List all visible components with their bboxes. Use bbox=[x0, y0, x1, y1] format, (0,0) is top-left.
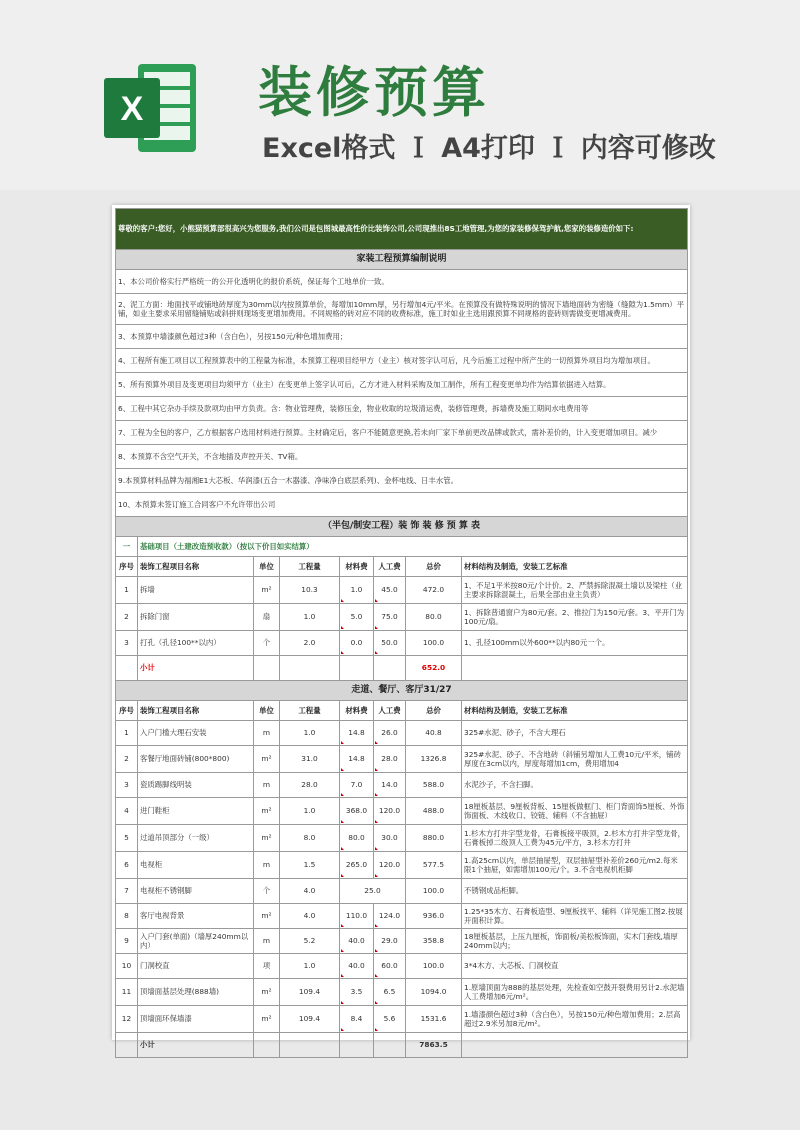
unit: m² bbox=[254, 577, 280, 604]
unit: m bbox=[254, 852, 280, 879]
column-header-total: 总价 bbox=[406, 701, 462, 721]
note-text: 8、本预算不含空气开关，不含地插及声控开关、TV箱。 bbox=[116, 445, 688, 469]
description: 3*4木方、大芯板、门洞校直 bbox=[462, 954, 688, 979]
material-cost: 25.0 bbox=[340, 879, 406, 904]
note-text: 4、工程所有施工项目以工程预算表中的工程量为标准，本预算工程项目经甲方（业主）核对签字认可后，凡今后施工过程中所产生的一切预算外项目均为增加项目。 bbox=[116, 349, 688, 373]
column-header-mat: 材料费 bbox=[340, 701, 374, 721]
quantity: 109.4 bbox=[280, 1006, 340, 1033]
labor-cost: 60.0 bbox=[374, 954, 406, 979]
labor-cost: 14.0 bbox=[374, 773, 406, 798]
labor-cost: 29.0 bbox=[374, 929, 406, 954]
item-name: 过道吊顶部分（一级） bbox=[138, 825, 254, 852]
material-cost: 3.5 bbox=[340, 979, 374, 1006]
material-cost: 0.0 bbox=[340, 631, 374, 656]
row-number: 2 bbox=[116, 604, 138, 631]
note-text: 7、工程为全包的客户，乙方根据客户选用材料进行预算。主材确定后，客户不能随意更换,若未向厂家下单前更改品牌或款式，需补差价的，计入变更增加项目。减少 bbox=[116, 421, 688, 445]
row-number: 7 bbox=[116, 879, 138, 904]
total-price: 588.0 bbox=[406, 773, 462, 798]
material-cost: 14.8 bbox=[340, 746, 374, 773]
note-text: 3、本预算中墙漆颜色超过3种（含白色），另按150元/种色增加费用； bbox=[116, 325, 688, 349]
unit: m² bbox=[254, 746, 280, 773]
total-price: 358.8 bbox=[406, 929, 462, 954]
quantity: 1.0 bbox=[280, 954, 340, 979]
column-header-name: 装饰工程项目名称 bbox=[138, 701, 254, 721]
total-price: 472.0 bbox=[406, 577, 462, 604]
note-text: 10、本预算未签订施工合同客户不允许带出公司 bbox=[116, 493, 688, 517]
quantity: 8.0 bbox=[280, 825, 340, 852]
description: 不锈钢成品柜脚。 bbox=[462, 879, 688, 904]
item-name: 电视柜 bbox=[138, 852, 254, 879]
unit: m bbox=[254, 929, 280, 954]
unit: 项 bbox=[254, 954, 280, 979]
description: 1、不足1平米按80元/个计价。2、严禁拆除混凝土墙以及梁柱（业主要求拆除混凝土，后果全部由业主负责） bbox=[462, 577, 688, 604]
item-name: 顶墙面基层处理(888墙) bbox=[138, 979, 254, 1006]
row-number: 3 bbox=[116, 773, 138, 798]
note-row bbox=[116, 469, 688, 493]
total-price: 100.0 bbox=[406, 879, 462, 904]
greeting-row bbox=[116, 209, 688, 250]
item-name: 拆墙 bbox=[138, 577, 254, 604]
table-row bbox=[116, 954, 688, 979]
quantity: 1.0 bbox=[280, 721, 340, 746]
total-price: 1094.0 bbox=[406, 979, 462, 1006]
total-price: 577.5 bbox=[406, 852, 462, 879]
labor-cost: 5.6 bbox=[374, 1006, 406, 1033]
table-row bbox=[116, 746, 688, 773]
row-number: 9 bbox=[116, 929, 138, 954]
total-price: 1326.8 bbox=[406, 746, 462, 773]
table-title-row bbox=[116, 517, 688, 537]
table-row bbox=[116, 929, 688, 954]
page-subtitle: Excel格式 Ｉ A4打印 Ｉ 内容可修改 bbox=[262, 133, 716, 164]
material-cost: 368.0 bbox=[340, 798, 374, 825]
budget-table bbox=[115, 208, 688, 1058]
item-name: 顶墙面环保墙漆 bbox=[138, 1006, 254, 1033]
item-name: 入户门套(单面)（墙厚240mm以内） bbox=[138, 929, 254, 954]
column-header-no: 序号 bbox=[116, 557, 138, 577]
svg-text:X: X bbox=[120, 90, 144, 128]
material-cost: 40.0 bbox=[340, 954, 374, 979]
total-price: 488.0 bbox=[406, 798, 462, 825]
row-number: 5 bbox=[116, 825, 138, 852]
row-number: 1 bbox=[116, 577, 138, 604]
unit: m² bbox=[254, 979, 280, 1006]
description: 325#水泥、砂子、不含地砖（斜铺另增加人工费10元/平米，铺砖厚度在3cm以内，厚度每增加1cm，费用增加4 bbox=[462, 746, 688, 773]
total-price: 936.0 bbox=[406, 904, 462, 929]
unit: m² bbox=[254, 1006, 280, 1033]
item-name: 门洞校直 bbox=[138, 954, 254, 979]
quantity: 109.4 bbox=[280, 979, 340, 1006]
item-name: 进门鞋柜 bbox=[138, 798, 254, 825]
item-name: 入户门槛大理石安装 bbox=[138, 721, 254, 746]
column-header-lab: 人工费 bbox=[374, 701, 406, 721]
table-row bbox=[116, 773, 688, 798]
column-header-total: 总价 bbox=[406, 557, 462, 577]
quantity: 4.0 bbox=[280, 904, 340, 929]
description: 1、拆除普通窗户为80元/套。2、推拉门为150元/套。3、平开门为100元/扇。 bbox=[462, 604, 688, 631]
row-number: 10 bbox=[116, 954, 138, 979]
excel-logo-icon bbox=[100, 58, 200, 158]
item-name: 电视柜不锈钢脚 bbox=[138, 879, 254, 904]
table-row bbox=[116, 1006, 688, 1033]
column-header-unit: 单位 bbox=[254, 701, 280, 721]
column-header-desc: 材料结构及制造，安装工艺标准 bbox=[462, 557, 688, 577]
unit: 扇 bbox=[254, 604, 280, 631]
section2-subtotal-value: 7863.5 bbox=[406, 1033, 462, 1058]
table-row bbox=[116, 825, 688, 852]
table-row bbox=[116, 879, 688, 904]
note-row bbox=[116, 397, 688, 421]
labor-cost: 6.5 bbox=[374, 979, 406, 1006]
note-text: 1、本公司价格实行严格统一的公开化透明化的报价系统，保证每个工地单价一致。 bbox=[116, 270, 688, 294]
row-number: 12 bbox=[116, 1006, 138, 1033]
unit: m bbox=[254, 773, 280, 798]
total-price: 880.0 bbox=[406, 825, 462, 852]
quantity: 1.5 bbox=[280, 852, 340, 879]
material-cost: 110.0 bbox=[340, 904, 374, 929]
material-cost: 14.8 bbox=[340, 721, 374, 746]
row-number: 2 bbox=[116, 746, 138, 773]
note-row bbox=[116, 445, 688, 469]
table-row bbox=[116, 979, 688, 1006]
section1-header-row bbox=[116, 557, 688, 577]
material-cost: 265.0 bbox=[340, 852, 374, 879]
material-cost: 7.0 bbox=[340, 773, 374, 798]
quantity: 5.2 bbox=[280, 929, 340, 954]
column-header-desc: 材料结构及制造，安装工艺标准 bbox=[462, 701, 688, 721]
greeting-text: 尊敬的客户:您好，小熊猫预算部很高兴为您服务,我们公司是包图城最高性价比装饰公司,公司现推出8S工地管理,为您的家装修保驾护航,您家的装修造价如下: bbox=[116, 209, 688, 250]
total-price: 1531.6 bbox=[406, 1006, 462, 1033]
material-cost: 40.0 bbox=[340, 929, 374, 954]
row-number: 6 bbox=[116, 852, 138, 879]
row-number: 1 bbox=[116, 721, 138, 746]
description: 1.25*35木方、石膏板造型、9厘板找平、辅料（详见施工图2.按展开面积计算。 bbox=[462, 904, 688, 929]
table-row bbox=[116, 577, 688, 604]
unit: m² bbox=[254, 904, 280, 929]
section2-subtotal-label: 小计 bbox=[138, 1033, 254, 1058]
item-name: 瓷质踢脚线明装 bbox=[138, 773, 254, 798]
table-row bbox=[116, 798, 688, 825]
budget-sheet bbox=[112, 205, 690, 1050]
labor-cost: 120.0 bbox=[374, 852, 406, 879]
table-row bbox=[116, 852, 688, 879]
section1-subtotal-row bbox=[116, 656, 688, 681]
section1-subtotal-value: 652.0 bbox=[406, 656, 462, 681]
notes-title-row bbox=[116, 250, 688, 270]
section1-number: 一 bbox=[116, 537, 138, 557]
unit: m² bbox=[254, 825, 280, 852]
column-header-mat: 材料费 bbox=[340, 557, 374, 577]
quantity: 2.0 bbox=[280, 631, 340, 656]
column-header-unit: 单位 bbox=[254, 557, 280, 577]
description: 18厘板基层、9厘板背板、15厘板做框门、柜门背面饰5厘板、外饰饰面板、木线收口、铰链、辅料（不含抽屉） bbox=[462, 798, 688, 825]
note-row bbox=[116, 294, 688, 325]
table-row bbox=[116, 631, 688, 656]
note-row bbox=[116, 349, 688, 373]
table-row bbox=[116, 721, 688, 746]
quantity: 10.3 bbox=[280, 577, 340, 604]
labor-cost: 26.0 bbox=[374, 721, 406, 746]
description: 325#水泥、砂子，不含大理石 bbox=[462, 721, 688, 746]
labor-cost: 75.0 bbox=[374, 604, 406, 631]
item-name: 打孔（孔径100**以内） bbox=[138, 631, 254, 656]
column-header-lab: 人工费 bbox=[374, 557, 406, 577]
labor-cost: 120.0 bbox=[374, 798, 406, 825]
note-text: 2、泥工方面：地面找平或铺地砖厚度为30mm以内按预算单价，每增加10mm厚，另行增加4元/平米。在预算没有做特殊说明的情况下墙地面砖为密缝（缝隙为1.5mm）平铺，如业主要求采用留缝铺贴或斜拼则现场变更增加费用。不同规格的砖对应不同的收费标准，施工时如业主选用跟预算不同规格的瓷砖则需做变更增减费用。 bbox=[116, 294, 688, 325]
material-cost: 80.0 bbox=[340, 825, 374, 852]
note-row bbox=[116, 421, 688, 445]
column-header-no: 序号 bbox=[116, 701, 138, 721]
material-cost: 1.0 bbox=[340, 577, 374, 604]
labor-cost: 28.0 bbox=[374, 746, 406, 773]
description: 水泥沙子，不含扫脚。 bbox=[462, 773, 688, 798]
total-price: 100.0 bbox=[406, 954, 462, 979]
quantity: 1.0 bbox=[280, 798, 340, 825]
section2-subtotal-row bbox=[116, 1033, 688, 1058]
section2-title: 走道、餐厅、客厅31/27 bbox=[116, 681, 688, 701]
page-title: 装修预算 bbox=[258, 61, 490, 124]
row-number: 11 bbox=[116, 979, 138, 1006]
note-row bbox=[116, 270, 688, 294]
note-text: 5、所有预算外项目及变更项目均须甲方（业主）在变更单上签字认可后，乙方才进入材料采购及加工制作，所有工程变更单均作为结算依据进入结算。 bbox=[116, 373, 688, 397]
quantity: 4.0 bbox=[280, 879, 340, 904]
item-name: 拆除门窗 bbox=[138, 604, 254, 631]
unit: m bbox=[254, 721, 280, 746]
section1-label: 基础项目（土建改造预收款）（按以下价目如实结算） bbox=[138, 537, 688, 557]
description: 1、孔径100mm以外600**以内80元一个。 bbox=[462, 631, 688, 656]
table-row bbox=[116, 604, 688, 631]
note-row bbox=[116, 493, 688, 517]
description: 18厘板基层，上压九厘板，饰面板/美松板饰面，实木门套线,墙厚240mm以内； bbox=[462, 929, 688, 954]
total-price: 40.8 bbox=[406, 721, 462, 746]
section1-row bbox=[116, 537, 688, 557]
section2-header-row bbox=[116, 701, 688, 721]
section2-title-row bbox=[116, 681, 688, 701]
description: 1.原墙顶面为888的基层处理，先检查如空鼓开裂费用另计2.水泥墙人工费增加6元/m²。 bbox=[462, 979, 688, 1006]
unit: 个 bbox=[254, 879, 280, 904]
note-text: 9.本预算材料品牌为福湘E1大芯板、华润漆(五合一木器漆、净味净白底层系列)、金杯电线、日丰水管。 bbox=[116, 469, 688, 493]
table-row bbox=[116, 904, 688, 929]
description: 1.高25cm以内，单层抽屉型，双层抽屉型补差价260元/m2.每米限1个抽屉，如需增加100元/个。3.不含电视机柜脚 bbox=[462, 852, 688, 879]
unit: m² bbox=[254, 798, 280, 825]
quantity: 1.0 bbox=[280, 604, 340, 631]
column-header-qty: 工程量 bbox=[280, 557, 340, 577]
total-price: 80.0 bbox=[406, 604, 462, 631]
description: 1.墙漆颜色超过3种（含白色），另按150元/种色增加费用；2.层高超过2.9米另加8元/m²。 bbox=[462, 1006, 688, 1033]
labor-cost: 124.0 bbox=[374, 904, 406, 929]
quantity: 28.0 bbox=[280, 773, 340, 798]
page-header bbox=[0, 0, 800, 190]
material-cost: 5.0 bbox=[340, 604, 374, 631]
note-text: 6、工程中其它杂办手续及款项均由甲方负责。含：物业管理费，装修压金，物业收取的垃圾清运费，装修管理费，拆墙费及施工期间水电费用等 bbox=[116, 397, 688, 421]
note-row bbox=[116, 325, 688, 349]
labor-cost: 50.0 bbox=[374, 631, 406, 656]
item-name: 客厅电视背景 bbox=[138, 904, 254, 929]
column-header-qty: 工程量 bbox=[280, 701, 340, 721]
item-name: 客餐厅地面砖铺(800*800) bbox=[138, 746, 254, 773]
quantity: 31.0 bbox=[280, 746, 340, 773]
total-price: 100.0 bbox=[406, 631, 462, 656]
notes-title: 家装工程预算编制说明 bbox=[116, 250, 688, 270]
section1-subtotal-label: 小计 bbox=[138, 656, 254, 681]
row-number: 8 bbox=[116, 904, 138, 929]
note-row bbox=[116, 373, 688, 397]
labor-cost: 30.0 bbox=[374, 825, 406, 852]
description: 1.杉木方打井字型龙骨，石膏板接平吸顶，2.杉木方打井字型龙骨，石膏板掉二级顶人工费为45元/平方，3.杉木方打井 bbox=[462, 825, 688, 852]
labor-cost: 45.0 bbox=[374, 577, 406, 604]
unit: 个 bbox=[254, 631, 280, 656]
column-header-name: 装饰工程项目名称 bbox=[138, 557, 254, 577]
material-cost: 8.4 bbox=[340, 1006, 374, 1033]
row-number: 3 bbox=[116, 631, 138, 656]
table-title: （半包/制安工程）装 饰 装 修 预 算 表 bbox=[116, 517, 688, 537]
row-number: 4 bbox=[116, 798, 138, 825]
